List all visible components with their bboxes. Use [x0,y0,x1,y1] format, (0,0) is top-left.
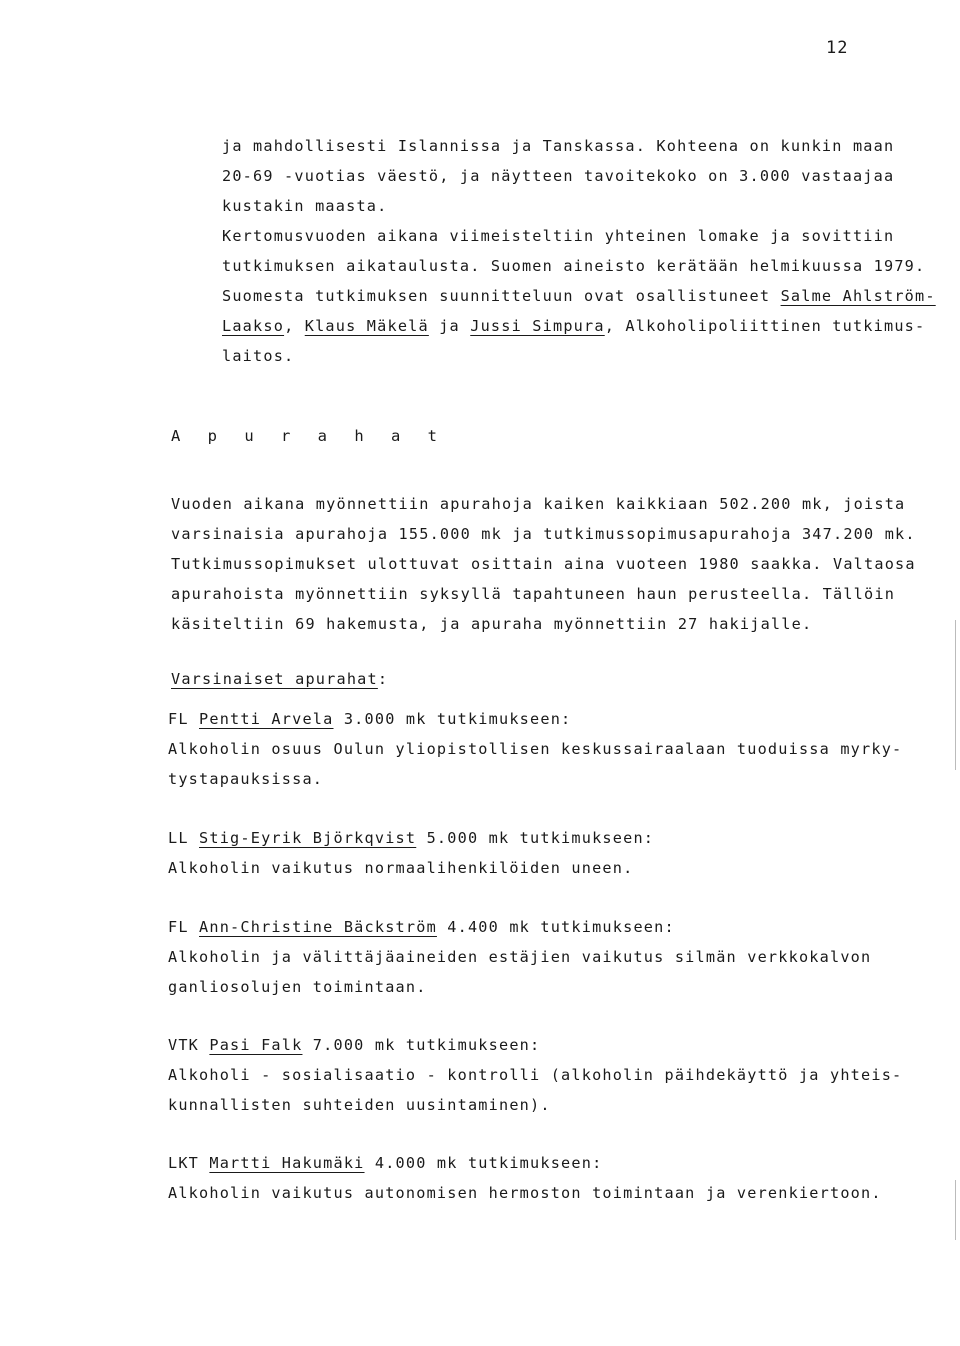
text-run: FL [168,918,200,936]
text-run: , Alkoholipoliittinen tutkimus- [604,317,926,335]
text-run: , [284,317,305,335]
text-line [168,853,654,883]
text-run: käsiteltiin 69 hakemusta, ja apuraha myönnettiin 27 hakijalle. [171,615,813,633]
grant-entry [168,1030,902,1120]
text-run: ganliosolujen toimintaan. [168,978,427,996]
grant-entry [168,823,654,883]
text-line [168,1090,902,1120]
text-run: laitos. [222,347,295,365]
text-run: 7.000 mk tutkimukseen: [302,1036,541,1054]
text-run: Alkoholi - sosialisaatio - kontrolli (alkoholin päihdekäyttö ja yhteis- [168,1066,903,1084]
text-line [168,1148,882,1178]
text-run: 4.000 mk tutkimukseen: [364,1154,603,1172]
grant-entry [168,704,902,794]
text-line [222,311,936,341]
text-run: LKT [168,1154,210,1172]
text-line [168,764,902,794]
text-run: LL [168,829,200,847]
text-line [171,609,916,639]
text-line [222,131,936,161]
text-line [222,191,936,221]
underlined-name: Klaus Mäkelä [304,317,429,335]
sub-heading-suffix: : [377,670,389,688]
underlined-name: Jussi Simpura [470,317,605,335]
sub-heading-text: Varsinaiset apurahat [171,670,378,688]
grant-entry [168,912,871,1002]
text-run: tutkimuksen aikataulusta. Suomen aineisto kerätään helmikuussa 1979. [222,257,926,275]
text-line [168,942,871,972]
underlined-name: Laakso [222,317,285,335]
text-run: Alkoholin ja välittäjäaineiden estäjien vaikutus silmän verkkokalvon [168,948,872,966]
text-line [171,519,916,549]
text-run: Vuoden aikana myönnettiin apurahoja kaiken kaikkiaan 502.200 mk, joista [171,495,906,513]
text-run: Alkoholin vaikutus normaalihenkilöiden uneen. [168,859,634,877]
text-line [222,281,936,311]
text-run: VTK [168,1036,210,1054]
text-line [171,579,916,609]
text-run: Tutkimussopimukset ulottuvat osittain aina vuoteen 1980 saakka. Valtaosa [171,555,916,573]
text-line [222,161,936,191]
text-line [168,734,902,764]
text-line [168,823,654,853]
text-run: 20-69 -vuotias väestö, ja näytteen tavoitekoko on 3.000 vastaajaa [222,167,895,185]
underlined-name: Martti Hakumäki [209,1154,365,1172]
underlined-name: Stig-Eyrik Björkqvist [199,829,417,847]
text-line [171,489,916,519]
scan-margin-mark [955,1180,956,1240]
sub-heading [171,664,388,694]
underlined-name: Salme Ahlström- [780,287,936,305]
text-run: 3.000 mk tutkimukseen: [333,710,572,728]
underlined-name: Pasi Falk [209,1036,303,1054]
text-line [168,912,871,942]
text-run: Alkoholin osuus Oulun yliopistollisen keskussairaalaan tuoduissa myrky- [168,740,903,758]
text-line [168,704,902,734]
text-run: tystapauksissa. [168,770,324,788]
text-line [222,251,936,281]
text-line [222,221,936,251]
text-run: 4.400 mk tutkimukseen: [436,918,675,936]
text-run: kunnallisten suhteiden uusintaminen). [168,1096,551,1114]
page-number: 12 [826,38,849,58]
text-run: FL [168,710,200,728]
text-line [168,1030,902,1060]
underlined-name: Pentti Arvela [199,710,334,728]
text-line [168,1060,902,1090]
text-run: Kertomusvuoden aikana viimeisteltiin yhteinen lomake ja sovittiin [222,227,895,245]
text-line [222,341,936,371]
text-run: 5.000 mk tutkimukseen: [416,829,655,847]
grants-paragraph [171,489,916,639]
text-line [171,549,916,579]
text-run: apurahoista myönnettiin syksyllä tapahtuneen haun perusteella. Tällöin [171,585,896,603]
intro-paragraph [222,131,936,371]
text-run: Alkoholin vaikutus autonomisen hermoston toimintaan ja verenkiertoon. [168,1184,882,1202]
scan-margin-mark [955,620,956,770]
text-run: Suomesta tutkimuksen suunnitteluun ovat osallistuneet [222,287,781,305]
grant-entry [168,1148,882,1208]
text-run: ja [428,317,471,335]
text-run: kustakin maasta. [222,197,388,215]
underlined-name: Ann-Christine Bäckström [199,918,437,936]
text-run: varsinaisia apurahoja 155.000 mk ja tutkimussopimusapurahoja 347.200 mk. [171,525,916,543]
section-heading: A p u r a h a t [171,427,446,445]
text-line [168,1178,882,1208]
text-line [168,972,871,1002]
text-run: ja mahdollisesti Islannissa ja Tanskassa. Kohteena on kunkin maan [222,137,895,155]
